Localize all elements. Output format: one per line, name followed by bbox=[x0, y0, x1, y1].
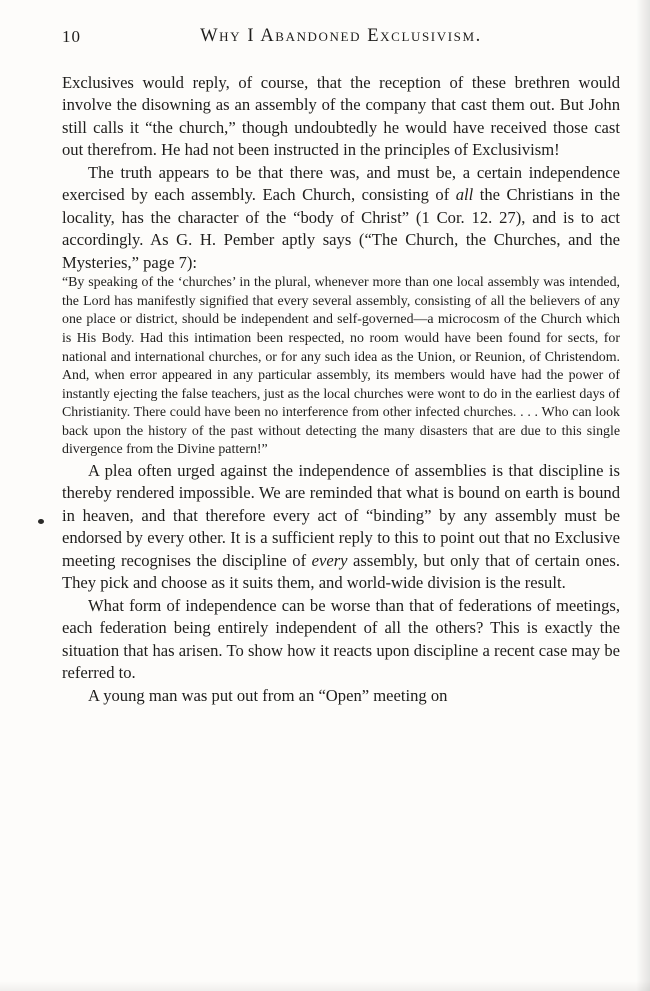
italic-word: all bbox=[455, 185, 474, 205]
paragraph-text: assembly, but only that of certain ones. They pick and choose as it suits them, and world-wide division is the result. bbox=[62, 550, 620, 593]
paragraph-text: the Christians in the locality, has the character of the “body of Christ” (1 Cor. 12. 27), and is to act accordingly. As G. H. Pember aptly says (“The Church, the Churches, and the Mysteries,” page 7): bbox=[62, 185, 620, 272]
running-title: Why I Abandoned Exclusivism. bbox=[200, 26, 482, 46]
paragraph: Exclusives would reply, of course, that the reception of these brethren would involve the disowning as an assembly of the company that cast them out. But John still calls it “the church,” though undoubtedly he would have received those cast out therefrom. He had not been instructed in the principles of Exclusivism! bbox=[62, 73, 620, 160]
italic-word: every bbox=[311, 550, 348, 570]
paragraph: A young man was put out from an “Open” meeting on bbox=[88, 685, 448, 705]
ink-spot-artifact bbox=[38, 519, 44, 524]
page-number: 10 bbox=[62, 27, 81, 46]
block-quote: “By speaking of the ‘churches’ in the plural, whenever more than one local assembly was intended, the Lord has manifestly signified that every several assembly, consisting of all the believers of any one place or district, should be independent and self-governed—a microcosm of the Church which is His Body. Had this intimation been respected, no room would have been found for sects, for national and international churches, or for any such idea as the Union, or Reunion, of Christendom. And, when error appeared in any particular assembly, its members would have had the power of instantly ejecting the false teachers, just as the local churches were wont to do in the earliest days of Christianity. There could have been no interference from other infected churches. . . . Who can look back upon the history of the past without detecting the many disasters that are due to this single divergence from the Divine pattern!” bbox=[62, 275, 620, 458]
paragraph-text: The truth appears to be that there was, and must be, a certain independence exercised by each assembly. Each Church, consisting of bbox=[62, 162, 620, 205]
paragraph bbox=[62, 460, 620, 595]
paragraph-text: A plea often urged against the independence of assemblies is that discipline is thereby rendered impossible. We are reminded that what is bound on earth is bound in heaven, and that therefore every act of “binding” by any assembly must be endorsed by every other. It is a sufficient reply to this to point out that no Exclusive meeting recognises the discipline of bbox=[62, 460, 620, 570]
page-body bbox=[62, 72, 620, 707]
paragraph bbox=[62, 162, 620, 274]
running-header bbox=[62, 26, 620, 52]
paragraph: What form of independence can be worse than that of federations of meetings, each federation being entirely independent of all the others? This is exactly the situation that has arisen. To show how it reacts upon discipline a recent case may be referred to. bbox=[62, 595, 620, 683]
